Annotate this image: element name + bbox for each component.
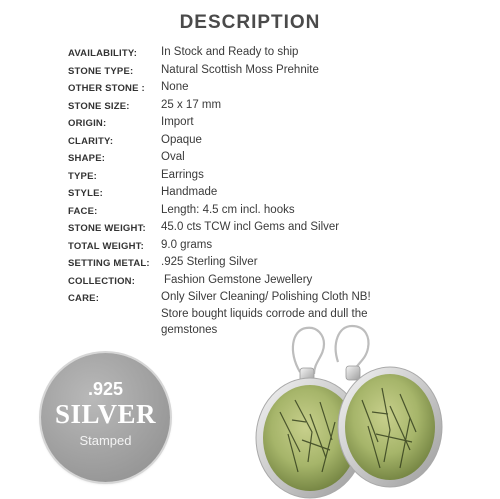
- spec-row-stone-type: [68, 62, 488, 80]
- spec-row-availability: [68, 44, 488, 62]
- spec-value: Handmade: [161, 186, 218, 198]
- spec-row-total-weight: [68, 237, 488, 255]
- spec-row-other-stone: [68, 79, 488, 97]
- spec-value: Natural Scottish Moss Prehnite: [161, 63, 319, 76]
- spec-row-origin: [68, 114, 488, 132]
- spec-value: Opaque: [161, 133, 202, 146]
- spec-value: 25 x 17 mm: [161, 98, 222, 111]
- spec-label: SHAPE:: [68, 153, 106, 164]
- spec-label: TOTAL WEIGHT:: [68, 240, 144, 252]
- silver-stamp-badge: [41, 353, 170, 482]
- spec-label: CLARITY:: [68, 135, 114, 147]
- spec-value: Earrings: [161, 168, 204, 181]
- right-earring: [336, 326, 442, 487]
- spec-label: TYPE:: [68, 170, 97, 182]
- badge-purity: .925: [87, 379, 124, 399]
- spec-value: .925 Sterling Silver: [161, 256, 258, 268]
- spec-row-face: [68, 202, 488, 220]
- spec-value: Import: [161, 116, 194, 128]
- spec-row-setting-metal: [68, 254, 488, 272]
- spec-label: AVAILABILITY:: [68, 48, 138, 59]
- spec-label: COLLECTION:: [68, 275, 136, 287]
- spec-value: Only Silver Cleaning/ Polishing Cloth NB! Store bought liquids corrode and dull the gemstones: [161, 291, 371, 336]
- spec-row-stone-size: [68, 97, 488, 115]
- spec-row-stone-weight: [68, 219, 488, 237]
- spec-value: Fashion Gemstone Jewellery: [164, 273, 313, 286]
- spec-row-clarity: [68, 132, 488, 150]
- spec-list: [68, 44, 488, 343]
- spec-value: Oval: [161, 151, 185, 163]
- spec-value: In Stock and Ready to ship: [161, 46, 299, 58]
- spec-row-shape: [68, 149, 488, 167]
- spec-row-collection: [68, 272, 488, 290]
- spec-value: None: [161, 81, 189, 93]
- spec-label: FACE:: [68, 205, 98, 217]
- spec-value: Length: 4.5 cm incl. hooks: [161, 203, 295, 216]
- spec-row-style: [68, 184, 488, 202]
- spec-value: 9.0 grams: [161, 238, 213, 251]
- spec-value: 45.0 cts TCW incl Gems and Silver: [161, 221, 340, 233]
- spec-label: STONE SIZE:: [68, 100, 130, 112]
- spec-label: STYLE:: [68, 188, 103, 199]
- spec-label: CARE:: [68, 293, 100, 304]
- spec-label: ORIGIN:: [68, 118, 107, 129]
- badge-note: Stamped: [79, 433, 132, 448]
- spec-label: SETTING METAL:: [68, 258, 150, 269]
- spec-label: OTHER STONE :: [68, 83, 145, 94]
- earrings-photo: [240, 322, 500, 499]
- badge-metal: SILVER: [54, 399, 157, 429]
- spec-row-type: [68, 167, 488, 185]
- spec-label: STONE WEIGHT:: [68, 223, 146, 234]
- page-title: DESCRIPTION: [179, 12, 321, 33]
- spec-label: STONE TYPE:: [68, 65, 134, 77]
